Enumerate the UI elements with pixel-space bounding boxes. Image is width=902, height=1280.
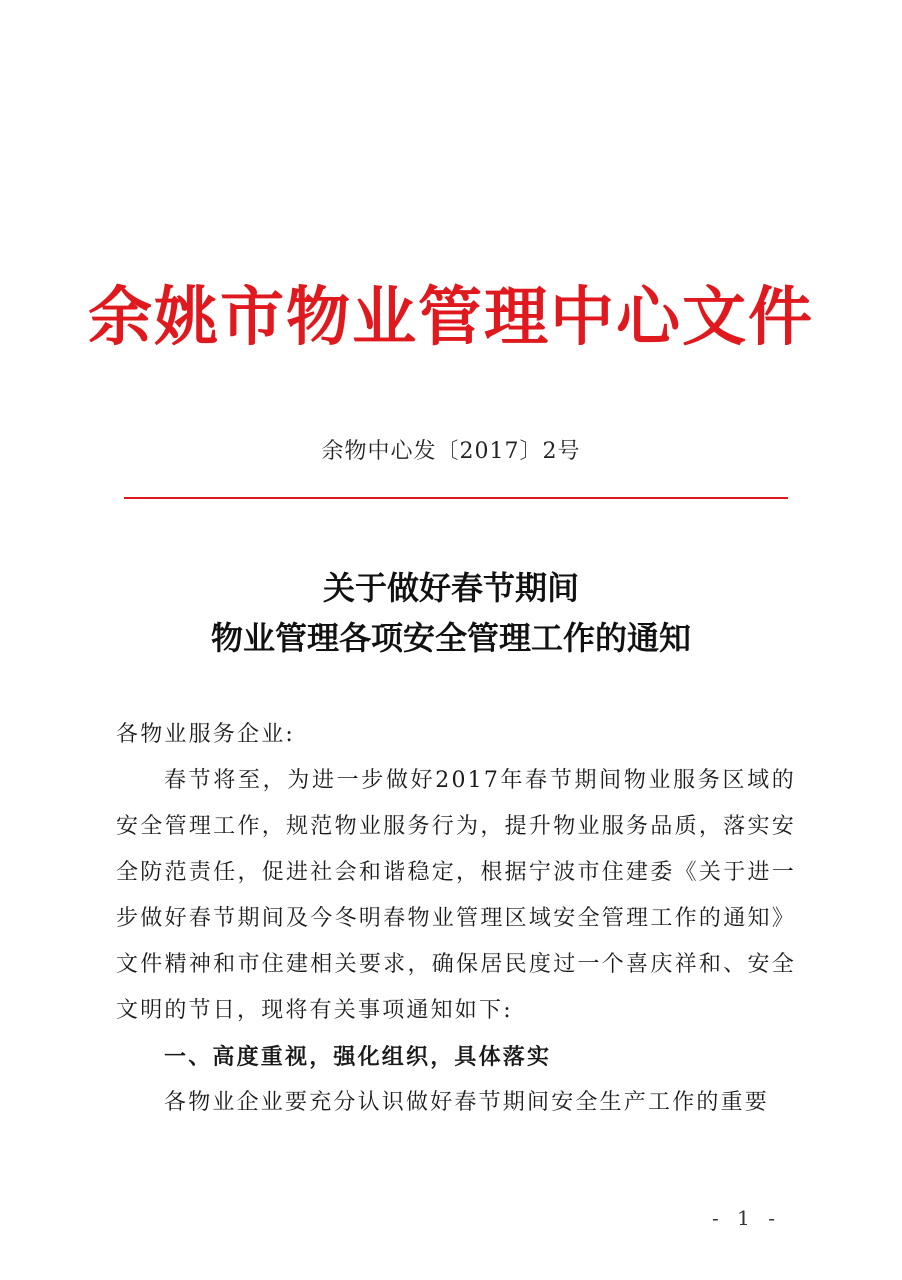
notice-title-line-2: 物业管理各项安全管理工作的通知 [210,619,691,657]
section-heading-1: 一、高度重视，强化组织，具体落实 [164,1044,552,1070]
red-divider-rule [124,497,788,499]
document-body [116,712,796,1126]
org-header-title: 余姚市物业管理中心文件 [88,280,814,355]
body-paragraph-2: 各物业企业要充分认识做好春节期间安全生产工作的重要 [164,1090,770,1115]
document-number: 余物中心发〔2017〕2号 [321,439,581,464]
salutation: 各物业服务企业: [116,722,296,747]
body-paragraph-1: 春节将至，为进一步做好2017年春节期间物业服务区域的安全管理工作，规范物业服务行为，提升物业服务品质，落实安全防范责任，促进社会和谐稳定，根据宁波市住建委《关于进一步做好春节期间及今冬明春物业管理区域安全管理工作的通知》文件精神和市住建相关要求，确保居民度过一个喜庆祥和、安全文明的节日，现将有关事项通知如下: [116,768,796,1023]
page-number: - 1 - [712,1206,781,1230]
notice-title-line-1: 关于做好春节期间 [322,569,579,607]
